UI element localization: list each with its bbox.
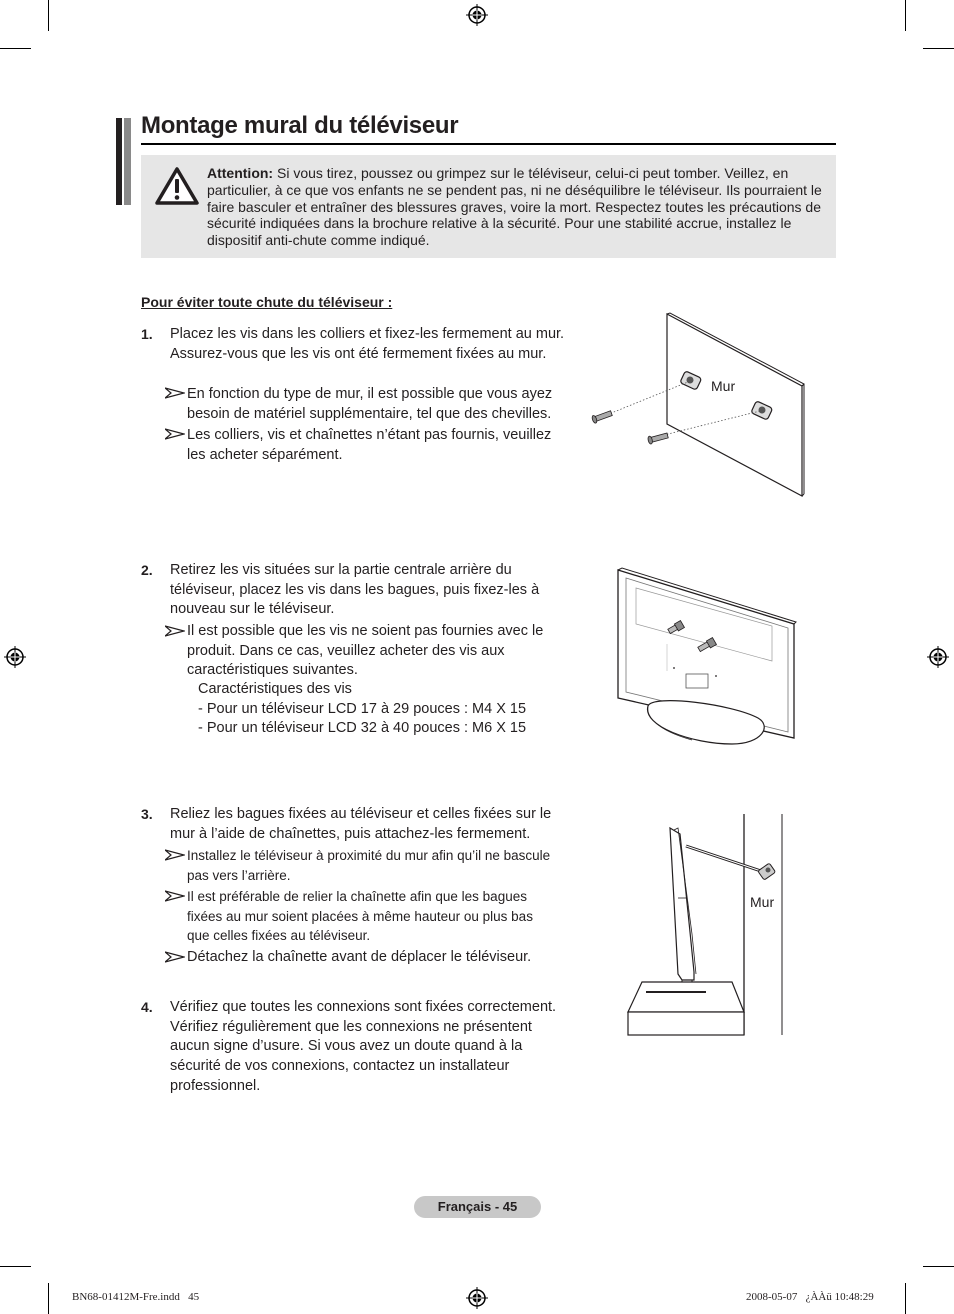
step-2 (141, 561, 571, 751)
warning-label: Attention: (207, 165, 274, 181)
note-arrow-icon (165, 387, 185, 399)
section-subheading: Pour éviter toute chute du téléviseur : (141, 294, 393, 310)
step-text: Placez les vis dans les colliers et fixez-les fermement au mur. Assurez-vous que les vis ont été fermement fixées au mur. (170, 326, 565, 362)
step-number: 4. (141, 999, 153, 1015)
warning-body: Si vous tirez, poussez ou grimpez sur le téléviseur, celui-ci peut tomber. Veillez, en particulier, à ce que vos enfants ne se pendent pas, ni ne déséquilibre le téléviseur. Ils pourraient le faire basculer et entraîner des blessures graves, voire la mort. Respectez toutes les précautions de sécurité indiquées dans la brochure relative à la sécurité. Pour une stabilité accrue, installez le dispositif anti-chute comme indiqué. (207, 165, 822, 249)
tv-back-figure (612, 566, 800, 748)
crop-mark (48, 1283, 49, 1314)
note-arrow-icon (165, 849, 185, 861)
step-number: 1. (141, 326, 153, 342)
crop-mark (923, 48, 954, 49)
title-accent-bar (124, 118, 131, 205)
registration-mark-icon (4, 646, 26, 668)
bracket-icon (758, 863, 776, 880)
note-arrow-icon (165, 890, 185, 902)
step-number: 2. (141, 562, 153, 578)
step-3 (141, 805, 571, 975)
registration-mark-icon (466, 4, 488, 26)
screw-specs (198, 680, 526, 739)
spec-title: Caractéristiques des vis (198, 681, 352, 697)
page-title: Montage mural du téléviseur (141, 112, 459, 139)
crop-mark (48, 0, 49, 31)
crop-mark (905, 1283, 906, 1314)
screw-icon (591, 409, 613, 423)
registration-mark-icon (466, 1287, 488, 1309)
step-4 (141, 998, 571, 1098)
tv-side-chain-figure (624, 812, 789, 1037)
wall-label: Mur (750, 894, 775, 910)
crop-mark (0, 48, 31, 49)
registration-mark-icon (927, 646, 949, 668)
step-text: Retirez les vis situées sur la partie centrale arrière du téléviseur, placez les vis dans les bagues, puis fixez-les à nouveau sur le téléviseur. (170, 562, 540, 618)
screw-icon (647, 432, 668, 445)
warning-triangle-icon (154, 166, 200, 206)
title-accent-bar (116, 118, 122, 205)
spec-line: - Pour un téléviseur LCD 17 à 29 pouces : M4 X 15 (198, 700, 527, 717)
step-text: Vérifiez que toutes les connexions sont fixées correctement. Vérifiez régulièrement que les connexions ne présentent aucun signe d’usure. Si vous avez un doute quand à la sécurité de vos connexions, contactez un installateur professionnel. (170, 999, 557, 1094)
wall-bracket-figure (590, 310, 805, 500)
title-rule (141, 143, 836, 145)
step-note: Détachez la chaînette avant de déplacer le téléviseur. (187, 949, 532, 965)
step-number: 3. (141, 806, 153, 822)
crop-mark (0, 1266, 31, 1267)
step-note: En fonction du type de mur, il est possible que vous ayez besoin de matériel supplémentaire, tel que des chevilles. (187, 386, 553, 422)
warning-text (207, 165, 829, 249)
spec-line: - Pour un téléviseur LCD 32 à 40 pouces : M6 X 15 (198, 720, 527, 736)
print-slug-right: 2008-05-07 ¿ÀÀü 10:48:29 (746, 1291, 874, 1303)
step-note: Il est préférable de relier la chaînette afin que les bagues fixées au mur soient placées à même hauteur ou plus bas que celles fixées au téléviseur. (187, 889, 533, 944)
note-arrow-icon (165, 951, 185, 963)
page-number-badge: Français - 45 (414, 1196, 541, 1218)
wall-label: Mur (711, 378, 736, 394)
step-note: Il est possible que les vis ne soient pas fournies avec le produit. Dans ce cas, veuillez acheter des vis aux caractéristiques suivantes. (187, 623, 544, 679)
crop-mark (905, 0, 906, 31)
note-arrow-icon (165, 428, 185, 440)
print-slug-left: BN68-01412M-Fre.indd 45 (72, 1291, 200, 1303)
note-arrow-icon (165, 625, 185, 637)
step-note: Installez le téléviseur à proximité du mur afin qu’il ne bascule pas vers l’arrière. (187, 848, 551, 883)
step-text: Reliez les bagues fixées au téléviseur et celles fixées sur le mur à l’aide de chaînettes, puis attachez-les fermement. (170, 806, 552, 842)
crop-mark (923, 1266, 954, 1267)
step-1 (141, 325, 571, 475)
step-note: Les colliers, vis et chaînettes n’étant pas fournis, veuillez les acheter séparément. (187, 427, 552, 463)
